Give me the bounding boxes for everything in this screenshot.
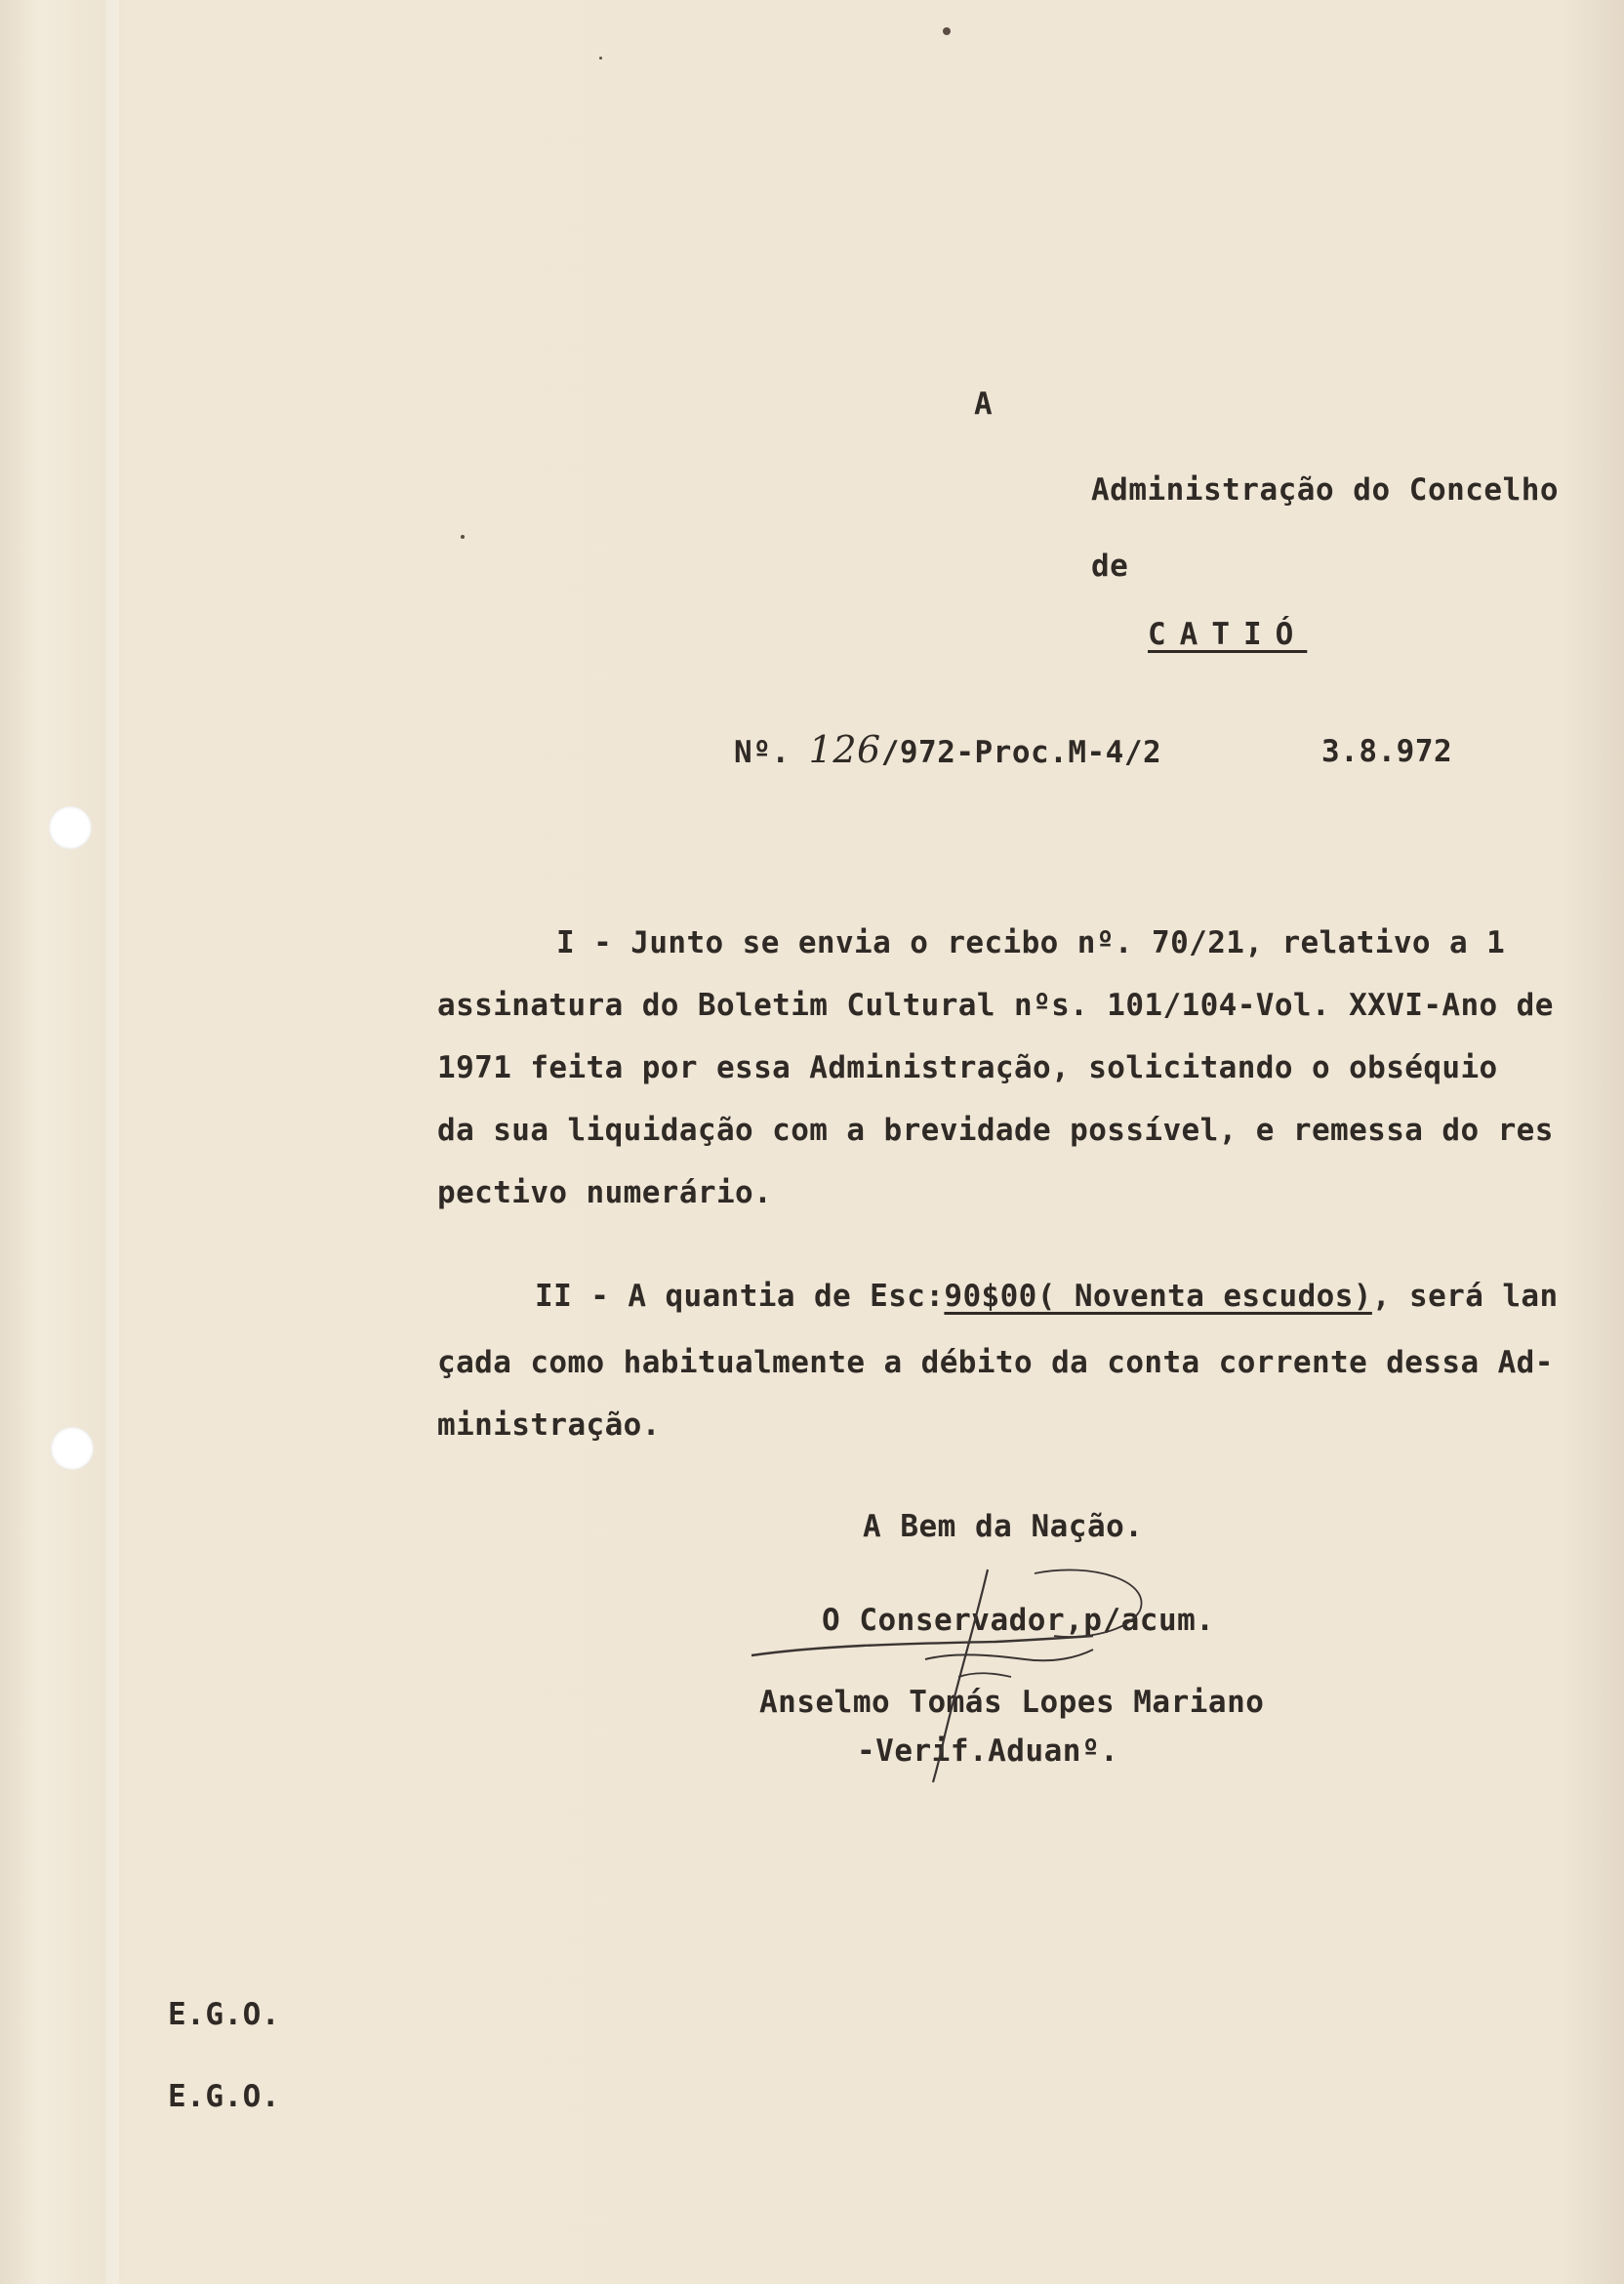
closing-salutation: A Bem da Nação.: [863, 1509, 1144, 1544]
paragraph1-line: da sua liquidação com a brevidade possível, e remessa do res: [437, 1113, 1554, 1148]
paper-speck: [599, 57, 602, 60]
punch-hole-bottom: [51, 1427, 94, 1470]
copy-marker: E.G.O.: [168, 1997, 280, 2032]
paragraph2-end: , será lan: [1371, 1279, 1559, 1314]
reference-date: 3.8.972: [1321, 734, 1453, 769]
paragraph1-line: pectivo numerário.: [437, 1175, 773, 1210]
punch-hole-top: [49, 806, 92, 849]
paragraph2-line: ministração.: [437, 1407, 661, 1443]
paragraph2-start: II - A quantia de Esc:: [535, 1279, 945, 1314]
reference-line: [734, 728, 1161, 771]
addressee-place: CATIÓ: [1148, 617, 1308, 652]
signature-scribble: [742, 1562, 1191, 1786]
addressee-line2: de: [1091, 549, 1129, 584]
paragraph1-line: 1971 feita por essa Administração, solicitando o obséquio: [437, 1050, 1498, 1085]
reference-rest: /972-Proc.M-4/2: [880, 735, 1162, 770]
paragraph1-line: assinatura do Boletim Cultural nºs. 101/104-Vol. XXVI-Ano de: [437, 988, 1554, 1023]
closing-name: Anselmo Tomás Lopes Mariano: [759, 1685, 1265, 1720]
page-fold: [105, 0, 119, 2284]
reference-label: Nº.: [734, 735, 791, 770]
paragraph2-first-line: [535, 1279, 1624, 1314]
paragraph2-amount: 90$00( Noventa escudos): [944, 1279, 1372, 1314]
paragraph2-line: çada como habitualmente a débito da conta corrente dessa Ad-: [437, 1345, 1554, 1380]
reference-handwritten-number: 126: [808, 728, 881, 771]
closing-title: -Verif.Aduanº.: [857, 1733, 1119, 1769]
addressee-line1: Administração do Concelho: [1091, 472, 1560, 508]
paragraph1-line: I - Junto se envia o recibo nº. 70/21, relativo a 1: [556, 925, 1506, 960]
paper-speck: [943, 27, 951, 35]
paper-speck: [461, 535, 465, 539]
copy-marker: E.G.O.: [168, 2079, 280, 2114]
addressee-prefix: A: [974, 387, 994, 422]
closing-role: O Conservador,p/acum.: [822, 1603, 1215, 1638]
